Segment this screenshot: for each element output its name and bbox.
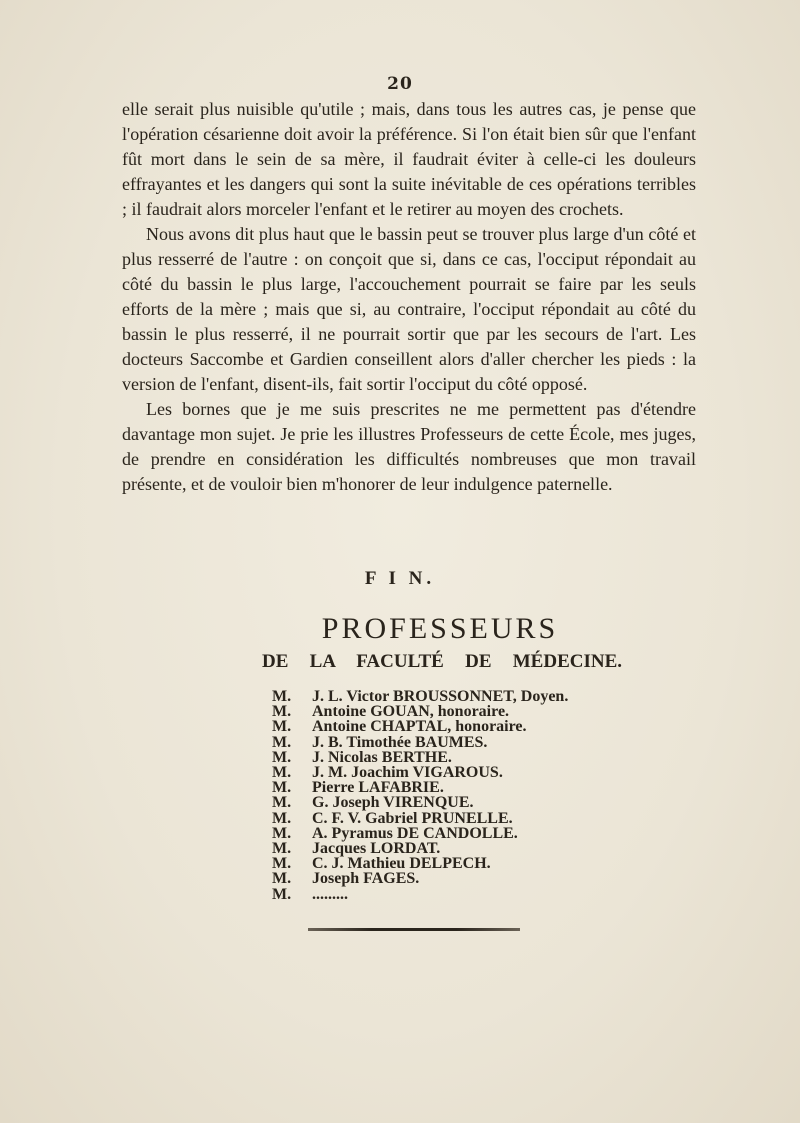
body-text <box>122 97 696 497</box>
professor-name: Antoine GOUAN, honoraire. <box>312 703 510 721</box>
professor-entry <box>272 887 692 902</box>
professor-prefix: M. <box>272 688 292 705</box>
professor-prefix: M. <box>272 840 292 858</box>
professor-entry <box>272 719 692 734</box>
professor-entry <box>272 689 692 704</box>
professor-prefix: M. <box>272 855 292 873</box>
professor-entry <box>272 826 692 841</box>
professor-entry <box>272 765 692 780</box>
professor-name: J. Nicolas BERTHE. <box>312 748 452 766</box>
professor-prefix: M. <box>272 885 292 903</box>
professor-name: J. L. Victor BROUSSONNET, Doyen. <box>312 688 569 705</box>
professor-prefix: M. <box>272 824 292 842</box>
professor-name: G. Joseph VIRENQUE. <box>312 794 474 812</box>
page-number: 20 <box>387 74 413 94</box>
professor-prefix: M. <box>272 733 292 751</box>
professor-prefix: M. <box>272 779 292 797</box>
professor-prefix: M. <box>272 748 292 766</box>
professor-entry <box>272 704 692 719</box>
professor-entry <box>272 750 692 765</box>
professor-name: Antoine CHAPTAL, honoraire. <box>312 718 527 736</box>
professor-name: A. Pyramus DE CANDOLLE. <box>312 824 518 842</box>
professor-prefix: M. <box>272 764 292 782</box>
professor-name: C. J. Mathieu DELPECH. <box>312 855 491 873</box>
professor-name: ......... <box>312 885 348 903</box>
paragraph-3: Les bornes que je me suis prescrites ne me permettent pas d'étendre davantage mon sujet. Je prie les illustres Professeurs de cette École, mes juges, de prendre en considération les difficultés nombreuses que mon travail présente, et de vouloir bien m'honorer de leur indulgence paternelle. <box>122 399 696 494</box>
professor-entry <box>272 871 692 886</box>
professor-prefix: M. <box>272 809 292 827</box>
paragraph-1: elle serait plus nuisible qu'utile ; mais, dans tous les autres cas, je pense que l'opération césarienne doit avoir la préférence. Si l'on était bien sûr que l'enfant fût mort dans le sein de sa mère, il faudrait éviter à celle-ci les douleurs effrayantes et les dangers qui sont la suite inévitable de ces opérations terribles ; il faudrait alors morceler l'enfant et le retirer au moyen des crochets. <box>122 99 696 219</box>
professor-prefix: M. <box>272 870 292 888</box>
professor-name: Joseph FAGES. <box>312 870 420 888</box>
professor-name: J. B. Timothée BAUMES. <box>312 733 488 751</box>
professor-name: C. F. V. Gabriel PRUNELLE. <box>312 809 513 827</box>
fin-marker: F I N. <box>364 568 436 589</box>
professor-entry <box>272 795 692 810</box>
professor-entry <box>272 735 692 750</box>
professor-list <box>272 689 692 902</box>
professors-heading: PROFESSEURS <box>321 612 559 645</box>
professor-entry <box>272 841 692 856</box>
professor-name: J. M. Joachim VIGAROUS. <box>312 764 503 782</box>
paragraph-2: Nous avons dit plus haut que le bassin peut se trouver plus large d'un côté et plus resserré de l'autre : on conçoit que si, dans ce cas, l'occiput répondait au côté du bassin le plus large, l'accouchement pourrait se faire par les seuls efforts de la mère ; mais que si, au contraire, l'occiput répondait au côté du bassin le plus resserré, il ne pourrait sortir que par les secours de l'art. Les docteurs Saccombe et Gardien conseillent alors d'aller chercher les pieds : la version de l'enfant, disent-ils, fait sortir l'occiput du côté opposé. <box>122 224 696 394</box>
professor-name: Pierre LAFABRIE. <box>312 779 444 797</box>
professor-prefix: M. <box>272 703 292 721</box>
professor-entry <box>272 780 692 795</box>
faculty-subheading: DE LA FACULTÉ DE MÉDECINE. <box>262 651 622 672</box>
professor-name: Jacques LORDAT. <box>312 840 441 858</box>
professor-entry <box>272 856 692 871</box>
professor-prefix: M. <box>272 794 292 812</box>
professor-prefix: M. <box>272 718 292 736</box>
professor-entry <box>272 811 692 826</box>
closing-rule <box>308 928 520 931</box>
